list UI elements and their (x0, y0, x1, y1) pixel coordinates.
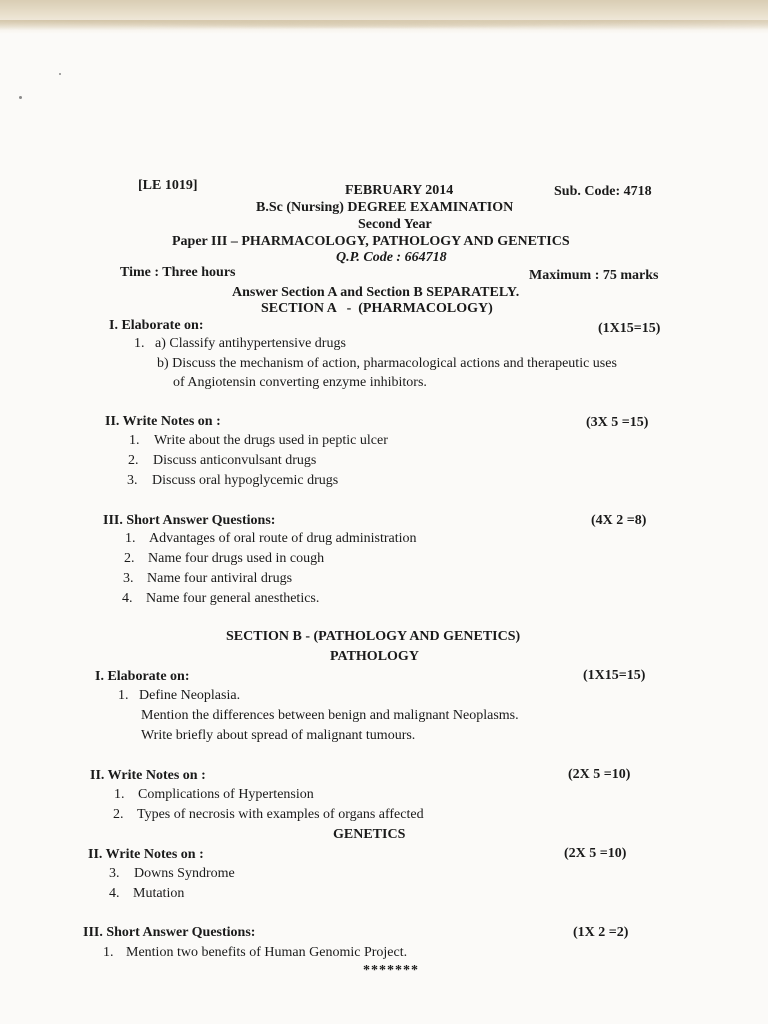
max-marks: Maximum : 75 marks (529, 268, 659, 283)
instruction: Answer Section A and Section B SEPARATELY. (232, 285, 520, 300)
list-item: Name four drugs used in cough (148, 551, 325, 566)
pathology-title: PATHOLOGY (330, 649, 419, 664)
paper-title: Paper III – PHARMACOLOGY, PATHOLOGY AND GENETICS (172, 234, 570, 249)
degree-title: B.Sc (Nursing) DEGREE EXAMINATION (256, 200, 514, 215)
question-line: of Angiotensin converting enzyme inhibitors. (173, 375, 427, 390)
question-line: Write briefly about spread of malignant tumours. (141, 728, 416, 743)
list-item-number: 4. (109, 886, 120, 901)
list-item: Advantages of oral route of drug administration (149, 531, 417, 546)
section-a-title: SECTION A - (PHARMACOLOGY) (261, 301, 493, 316)
list-item: Name four general anesthetics. (146, 591, 320, 606)
list-item-number: 1. (125, 531, 136, 546)
list-item-number: 2. (124, 551, 135, 566)
question-heading: II. Write Notes on : (88, 847, 204, 862)
list-item: Mention two benefits of Human Genomic Project. (126, 945, 408, 960)
list-item-number: 1. (103, 945, 114, 960)
list-item-number: 1. (114, 787, 125, 802)
question-heading: I. Elaborate on: (109, 318, 204, 333)
question-heading: II. Write Notes on : (105, 414, 221, 429)
list-item-number: 2. (128, 453, 139, 468)
qp-code: Q.P. Code : 664718 (336, 250, 447, 265)
marks-label: (1X15=15) (598, 321, 661, 336)
section-b-title: SECTION B - (PATHOLOGY AND GENETICS) (226, 629, 521, 644)
question-heading: III. Short Answer Questions: (83, 925, 256, 940)
question-line: 1. a) Classify antihypertensive drugs (134, 336, 346, 351)
genetics-title: GENETICS (333, 827, 406, 842)
year-title: Second Year (358, 217, 432, 232)
list-item-number: 3. (109, 866, 120, 881)
list-item: Name four antiviral drugs (147, 571, 293, 586)
list-item: Write about the drugs used in peptic ulcer (154, 433, 388, 448)
exam-duration: Time : Three hours (120, 265, 236, 280)
list-item-number: 2. (113, 807, 124, 822)
marks-label: (1X 2 =2) (573, 925, 629, 940)
question-heading: II. Write Notes on : (90, 768, 206, 783)
list-item-number: 1. (129, 433, 140, 448)
marks-label: (1X15=15) (583, 668, 646, 683)
list-item: Mutation (133, 886, 185, 901)
marks-label: (2X 5 =10) (568, 767, 631, 782)
marks-label: (3X 5 =15) (586, 415, 649, 430)
exam-code: [LE 1019] (138, 178, 198, 193)
question-heading: III. Short Answer Questions: (103, 513, 276, 528)
question-line: 1. Define Neoplasia. (118, 688, 241, 703)
list-item-number: 4. (122, 591, 133, 606)
list-item: Types of necrosis with examples of organs affected (137, 807, 424, 822)
paper-speck (19, 96, 22, 99)
question-heading: I. Elaborate on: (95, 669, 190, 684)
list-item-number: 3. (123, 571, 134, 586)
list-item: Discuss anticonvulsant drugs (153, 453, 317, 468)
marks-label: (4X 2 =8) (591, 513, 647, 528)
marks-label: (2X 5 =10) (564, 846, 627, 861)
sub-code: Sub. Code: 4718 (554, 184, 652, 199)
list-item: Complications of Hypertension (138, 787, 314, 802)
end-of-paper-mark: ******* (363, 963, 419, 978)
question-line: b) Discuss the mechanism of action, pharmacological actions and therapeutic uses (157, 356, 617, 371)
exam-date: FEBRUARY 2014 (345, 183, 454, 198)
list-item-number: 3. (127, 473, 138, 488)
question-line: Mention the differences between benign and malignant Neoplasms. (141, 708, 519, 723)
list-item: Discuss oral hypoglycemic drugs (152, 473, 339, 488)
paper-speck (59, 73, 61, 75)
paper-torn-edge (0, 0, 768, 34)
list-item: Downs Syndrome (134, 866, 235, 881)
